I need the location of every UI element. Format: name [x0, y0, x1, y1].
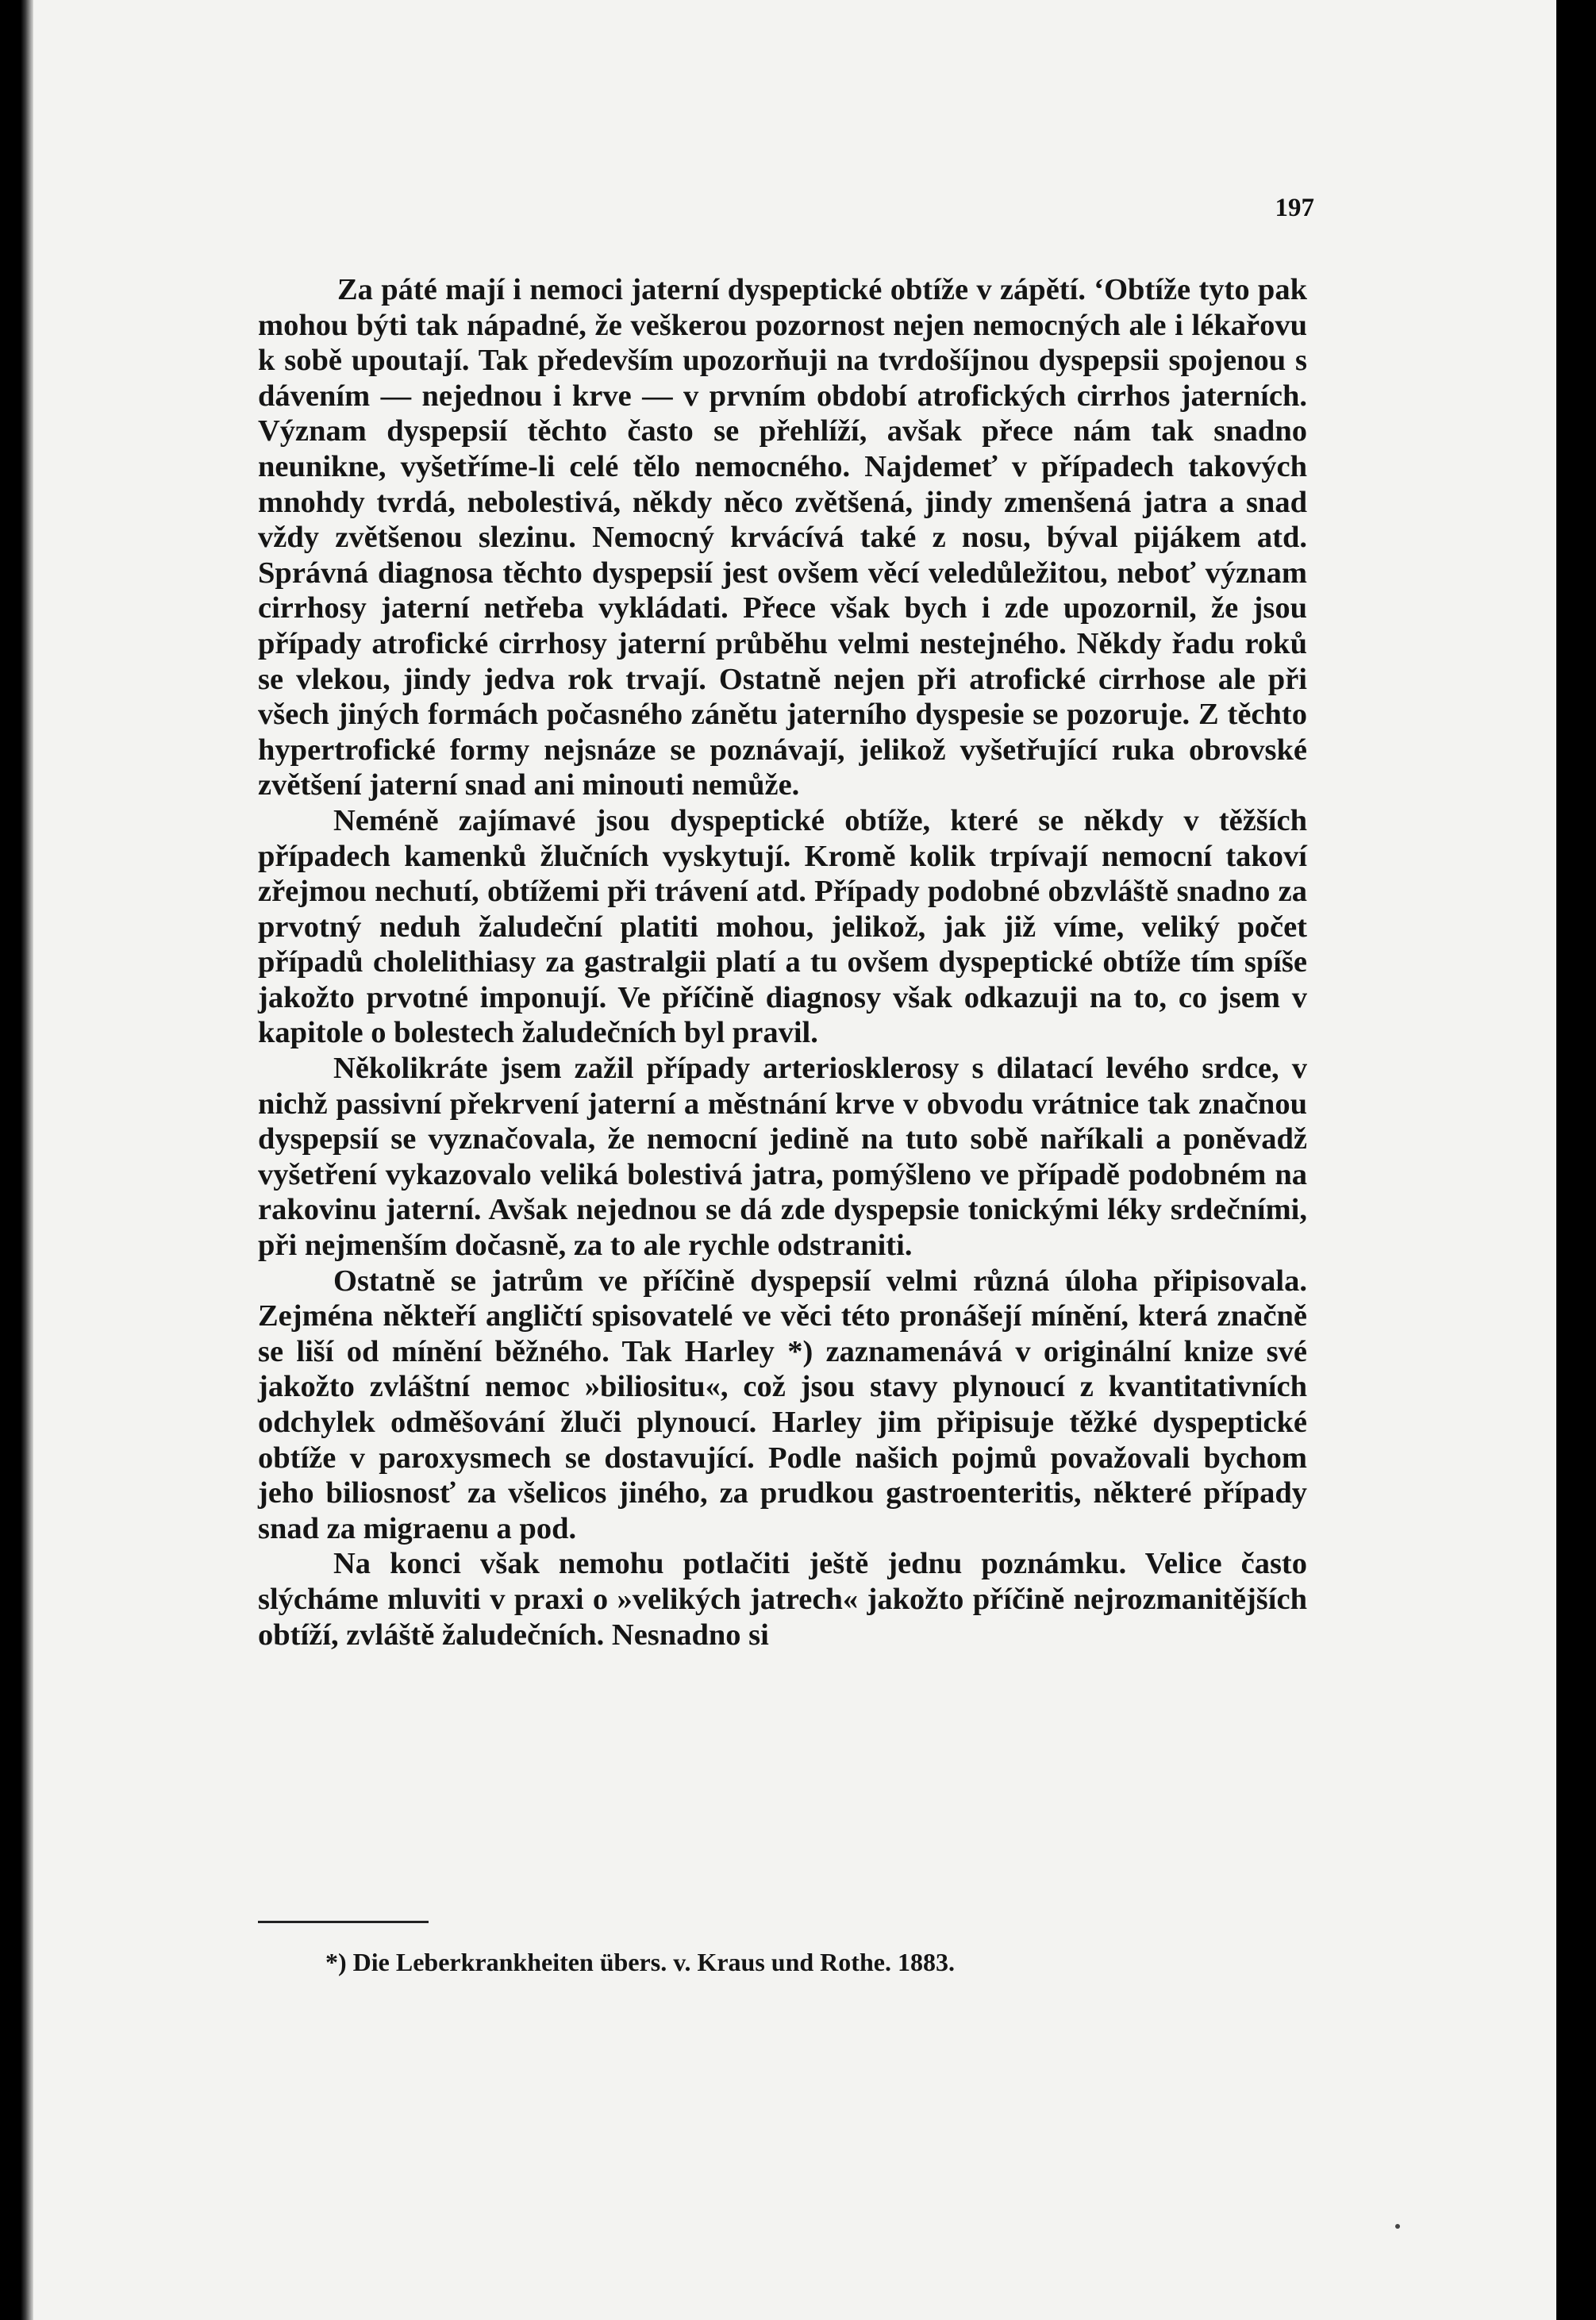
- page-number: 197: [1275, 194, 1314, 222]
- paragraph-arteriosclerosis: Několikráte jsem zažil případy arteriosklerosy s dilatací levého srdce, v nichž passivní překrvení jaterní a městnání krve v obvodu vrátnice tak značnou dyspepsií se vyznačovala, že nemocní jedině na tuto sobě naříkali a poněvadž vyšetření vykazovalo veliká bolestivá jatra, pomýšleno ve případě podobném na rakovinu jaterní. Avšak nejednou se dá zde dyspepsie tonickými léky srdečními, při nejmenším dočasně, za to ale rychle odstraniti.: [258, 1052, 1307, 1263]
- paragraph-gallstones: Neméně zajímavé jsou dyspeptické obtíže, které se někdy v těžších případech kamenků žlučních vyskytují. Kromě kolik trpívají nemocní takoví zřejmou nechutí, obtížemi při trávení atd. Případy podobné obzvláště snadno za prvotný neduh žaludeční platiti mohou, jelikož, jak již víme, veliký počet případů cholelithiasy za gastralgii platí a tu ovšem dyspeptické obtíže tím spíše jakožto prvotné imponují. Ve příčině diagnosy však odkazuji na to, co jsem v kapitole o bolestech žaludečních byl pravil.: [258, 803, 1307, 1050]
- paragraph-large-liver: Na konci však nemohu potlačiti ještě jednu poznámku. Velice často slýcháme mluviti v praxi o »velikých jatrech« jakožto příčině nejrozmanitějších obtíží, zvláště žaludečních. Nesnadno si: [258, 1547, 1307, 1652]
- page-binding-shadow: [0, 0, 33, 2320]
- paragraph-liver-diseases: Za páté mají i nemoci jaterní dyspeptické obtíže v zápětí. ‘Obtíže tyto pak mohou býti tak nápadné, že veškerou pozornost nejen nemocných ale i lékařovu k sobě upoutají. Tak především upozorňuji na tvrdošíjnou dyspepsii spojenou s dávením — nejednou i krve — v prvním období atrofických cirrhos jaterních. Význam dyspepsií těchto často se přehlíží, avšak přece nám tak snadno neunikne, vyšetříme-li celé tělo nemocného. Najdemeť v případech takových mnohdy tvrdá, nebolestivá, někdy něco zvětšená, jindy zmenšená jatra a snad vždy zvětšenou slezinu. Nemocný krvácívá také z nosu, býval pijákem atd. Správná diagnosa těchto dyspepsií jest ovšem věcí veledůležitou, neboť význam cirrhosy jaterní netřeba vykládati. Přece však bych i zde upozornil, že jsou případy atrofické cirrhosy jaterní průběhu velmi nestejného. Někdy řadu roků se vlekou, jindy jedva rok trvají. Ostatně nejen při atrofické cirrhose ale při všech jiných formách počasného zánětu jaterního dyspesie se pozoruje. Z těchto hypertrofické formy nejsnáze se poznávají, jelikož vyšetřující ruka obrovské zvětšení jaterní snad ani minouti nemůže.: [258, 273, 1307, 802]
- footnote: *) Die Leberkrankheiten übers. v. Kraus und Rothe. 1883.: [325, 1948, 955, 1976]
- paragraph-harley-biliosity: Ostatně se jatrům ve příčině dyspepsií velmi různá úloha připisovala. Zejména někteří angličtí spisovatelé ve věci této pronášejí mínění, která značně se liší od mínění běžného. Tak Harley *) zaznamenává v originální knize své jakožto zvláštní nemoc »biliositu«, což jsou stavy plynoucí z kvantitativních odchylek odměšování žluči plynoucí. Harley jim připisuje těžké dyspeptické obtíže v paroxysmech se dostavující. Podle našich pojmů považovali bychom jeho biliosnosť za všelicos jiného, za prudkou gastroenteritis, některé případy snad za migraenu a pod.: [258, 1264, 1307, 1545]
- scan-speck: [1395, 2224, 1400, 2229]
- body-text: [258, 272, 1307, 1652]
- footnote-divider: [258, 1921, 429, 1923]
- page-right-border: [1556, 0, 1596, 2320]
